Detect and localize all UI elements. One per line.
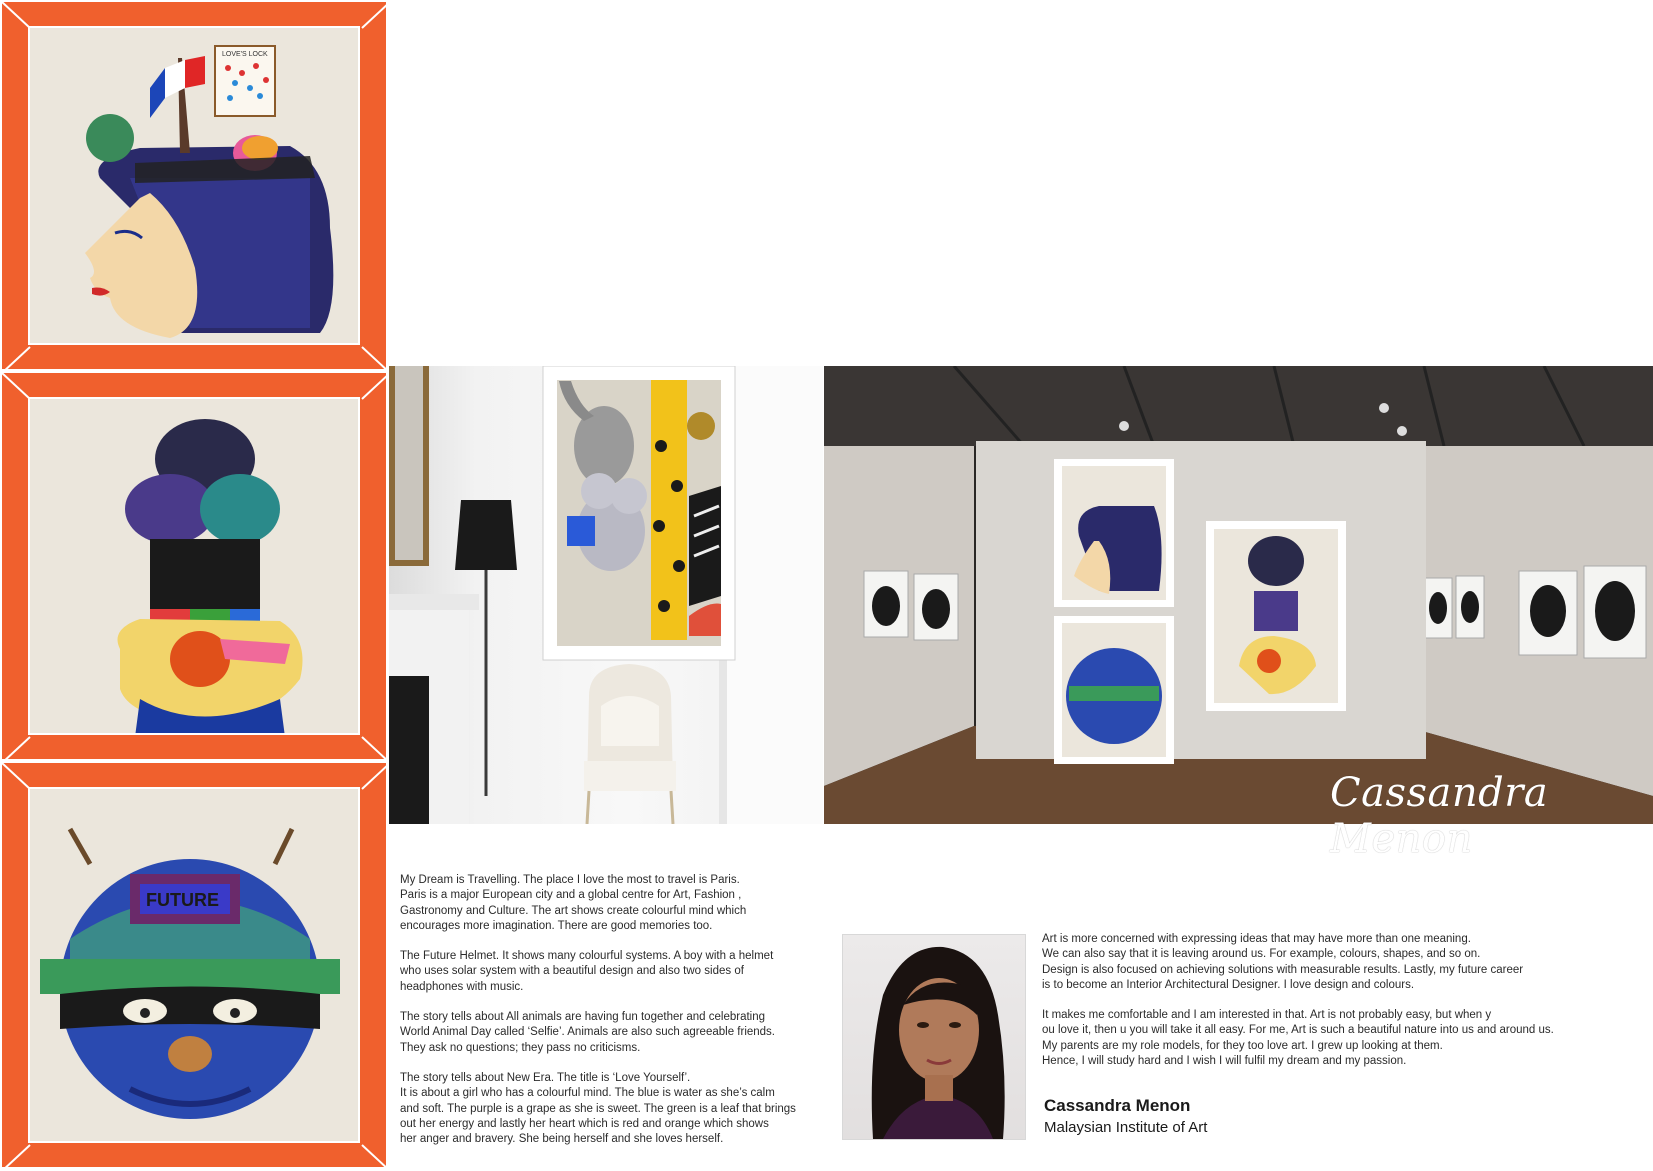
description-love-yourself: The story tells about New Era. The title is ‘Love Yourself’. It is about a girl who has a colourful mind. The blue is water as she’s calm and soft. The purple is a grape as she is sweet. The green is a leaf that brings out her energy and lastly her heart which is red and orange which shows her anger and bravery. She being herself and she loves herself. [400,1071,796,1146]
description-animals: The story tells about All animals are having fun together and celebrating World Animal Day called ‘Selfie’. Animals are also such agreeable friends. They ask no questions; they pass no criticisms. [400,1011,776,1054]
description-paris: My Dream is Travelling. The place I love the most to travel is Paris. Paris is a major European city and a global centre for Art, Fashion , Gastronomy and Culture. The art shows create colourful mind which encourages more imagination. There are good memories too. [400,874,747,932]
statement-paragraph-1: Art is more concerned with expressing ideas that may have more than one meaning. We can also say that it is leaving around us. For example, colours, shapes, and so on. Design is also focused on achieving solutions with measurable results. Lastly, my future career is to become an Interior Architectural Designer. I love design and colours. [1042,933,1524,991]
gallery-mockup [824,366,1653,824]
artist-signature: Cassandra Menon [1330,770,1549,862]
helmet-future-text: FUTURE [146,890,219,910]
artist-portrait [842,934,1026,1140]
artwork-frame-paris [0,0,388,371]
description-future-helmet: The Future Helmet. It shows many colourful systems. A boy with a helmet who uses solar system with a beautiful design and also two sides of headphones with music. [400,950,774,993]
future-helmet-artwork [30,789,358,1141]
artwork-canvas-love-yourself [30,399,358,733]
living-room-mockup [389,366,823,824]
artwork-frame-love-yourself [0,371,388,761]
artwork-frame-future-helmet [0,761,388,1169]
artwork-descriptions [400,873,820,1162]
artist-name: Cassandra Menon [1044,1096,1191,1115]
artist-institution: Malaysian Institute of Art [1044,1119,1208,1136]
colourful-mind-artwork [30,399,358,733]
statement-paragraph-2: It makes me comfortable and I am interested in that. Art is not probably easy, but when y ou love it, then u you will take it all easy. For me, Art is such a beautiful nature into us and around us. My parents are my role models, for they too love art. I grew up looking at them. Hence, I will study hard and I wish I will fulfil my dream and my passion. [1042,1009,1554,1068]
artwork-canvas-future-helmet [30,789,358,1141]
paris-head-artwork [30,28,358,343]
artwork-canvas-paris [30,28,358,343]
artist-statement [1042,932,1642,1084]
lovelock-sign-text: LOVE'S LOCK [222,51,268,58]
